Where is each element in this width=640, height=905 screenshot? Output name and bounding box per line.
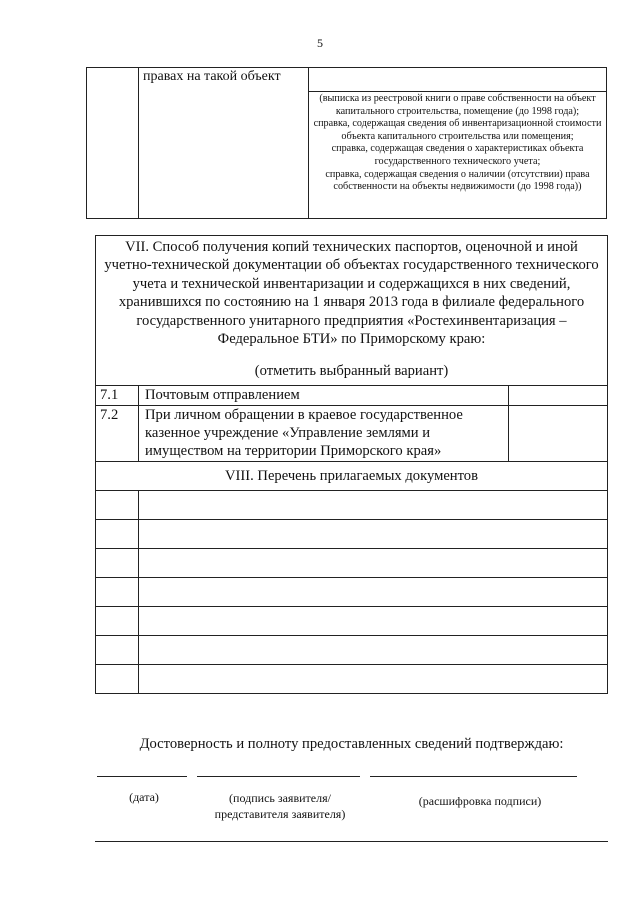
doc-name-cell[interactable]	[139, 578, 608, 607]
section-7-title: VII. Способ получения копий технических паспортов, оценочной и иной учетно-технической документации об объектах государственного технического учета и технической инвентаризации и содержащихся в них сведений, хранившихся по состоянию на 1 января 2013 года в филиале федерального государственного унитарного предприятия «Ростехинвентаризация – Федеральное БТИ» по Приморскому краю:	[104, 239, 599, 348]
signature-line[interactable]	[197, 776, 360, 777]
doc-name-cell[interactable]	[139, 549, 608, 578]
detail-line-3: справка, содержащая сведения о характеристиках объекта государственного технического учета;	[331, 143, 584, 167]
option-7-2-checkbox[interactable]	[509, 406, 608, 462]
document-details-cell	[309, 92, 607, 219]
section-7-table	[95, 235, 608, 462]
doc-number-cell	[96, 607, 139, 636]
doc-number-cell	[96, 491, 139, 520]
doc-name-cell[interactable]	[139, 491, 608, 520]
doc-name-cell[interactable]	[139, 607, 608, 636]
doc-number-cell	[96, 520, 139, 549]
detail-line-2: справка, содержащая сведения об инвентаризационной стоимости объекта капитального строительства или помещения;	[313, 118, 602, 142]
option-7-2-text: При личном обращении в краевое государственное казенное учреждение «Управление землями и имуществом на территории Приморского края»	[139, 406, 509, 462]
row-number-cell	[87, 68, 139, 219]
page-number: 5	[317, 36, 323, 50]
date-label: (дата)	[129, 790, 159, 804]
decode-line[interactable]	[370, 776, 577, 777]
decode-label: (расшифровка подписи)	[418, 794, 542, 808]
detail-line-1: (выписка из реестровой книги о праве собственности на объект капитального строительства, помещение (до 1998 года);	[319, 93, 596, 117]
doc-number-cell	[96, 665, 139, 694]
section-8-title: VIII. Перечень прилагаемых документов	[96, 462, 608, 491]
doc-name-cell[interactable]	[139, 520, 608, 549]
section-7-note: (отметить выбранный вариант)	[254, 363, 449, 380]
section-7-header	[96, 236, 608, 386]
option-7-1-text: Почтовым отправлением	[139, 385, 509, 406]
bottom-divider	[95, 841, 608, 842]
section-8-table	[95, 461, 608, 694]
doc-number-cell	[96, 578, 139, 607]
date-line[interactable]	[97, 776, 187, 777]
option-7-1-checkbox[interactable]	[509, 385, 608, 406]
option-7-1-number: 7.1	[96, 385, 139, 406]
document-choice-cell[interactable]	[309, 68, 607, 92]
doc-number-cell	[96, 636, 139, 665]
detail-line-4: справка, содержащая сведения о наличии (отсутствии) права собственности на объекты недвижимости (до 1998 года))	[325, 168, 590, 193]
option-7-2-number: 7.2	[96, 406, 139, 462]
doc-name-cell[interactable]	[139, 636, 608, 665]
doc-number-cell	[96, 549, 139, 578]
doc-name-cell[interactable]	[139, 665, 608, 694]
signature-label: (подпись заявителя/представителя заявителя)	[214, 791, 346, 821]
confirmation-text: Достоверность и полноту предоставленных сведений подтверждаю:	[139, 736, 564, 752]
documents-type-table	[86, 67, 607, 219]
rights-label: правах на такой объект	[139, 68, 309, 219]
